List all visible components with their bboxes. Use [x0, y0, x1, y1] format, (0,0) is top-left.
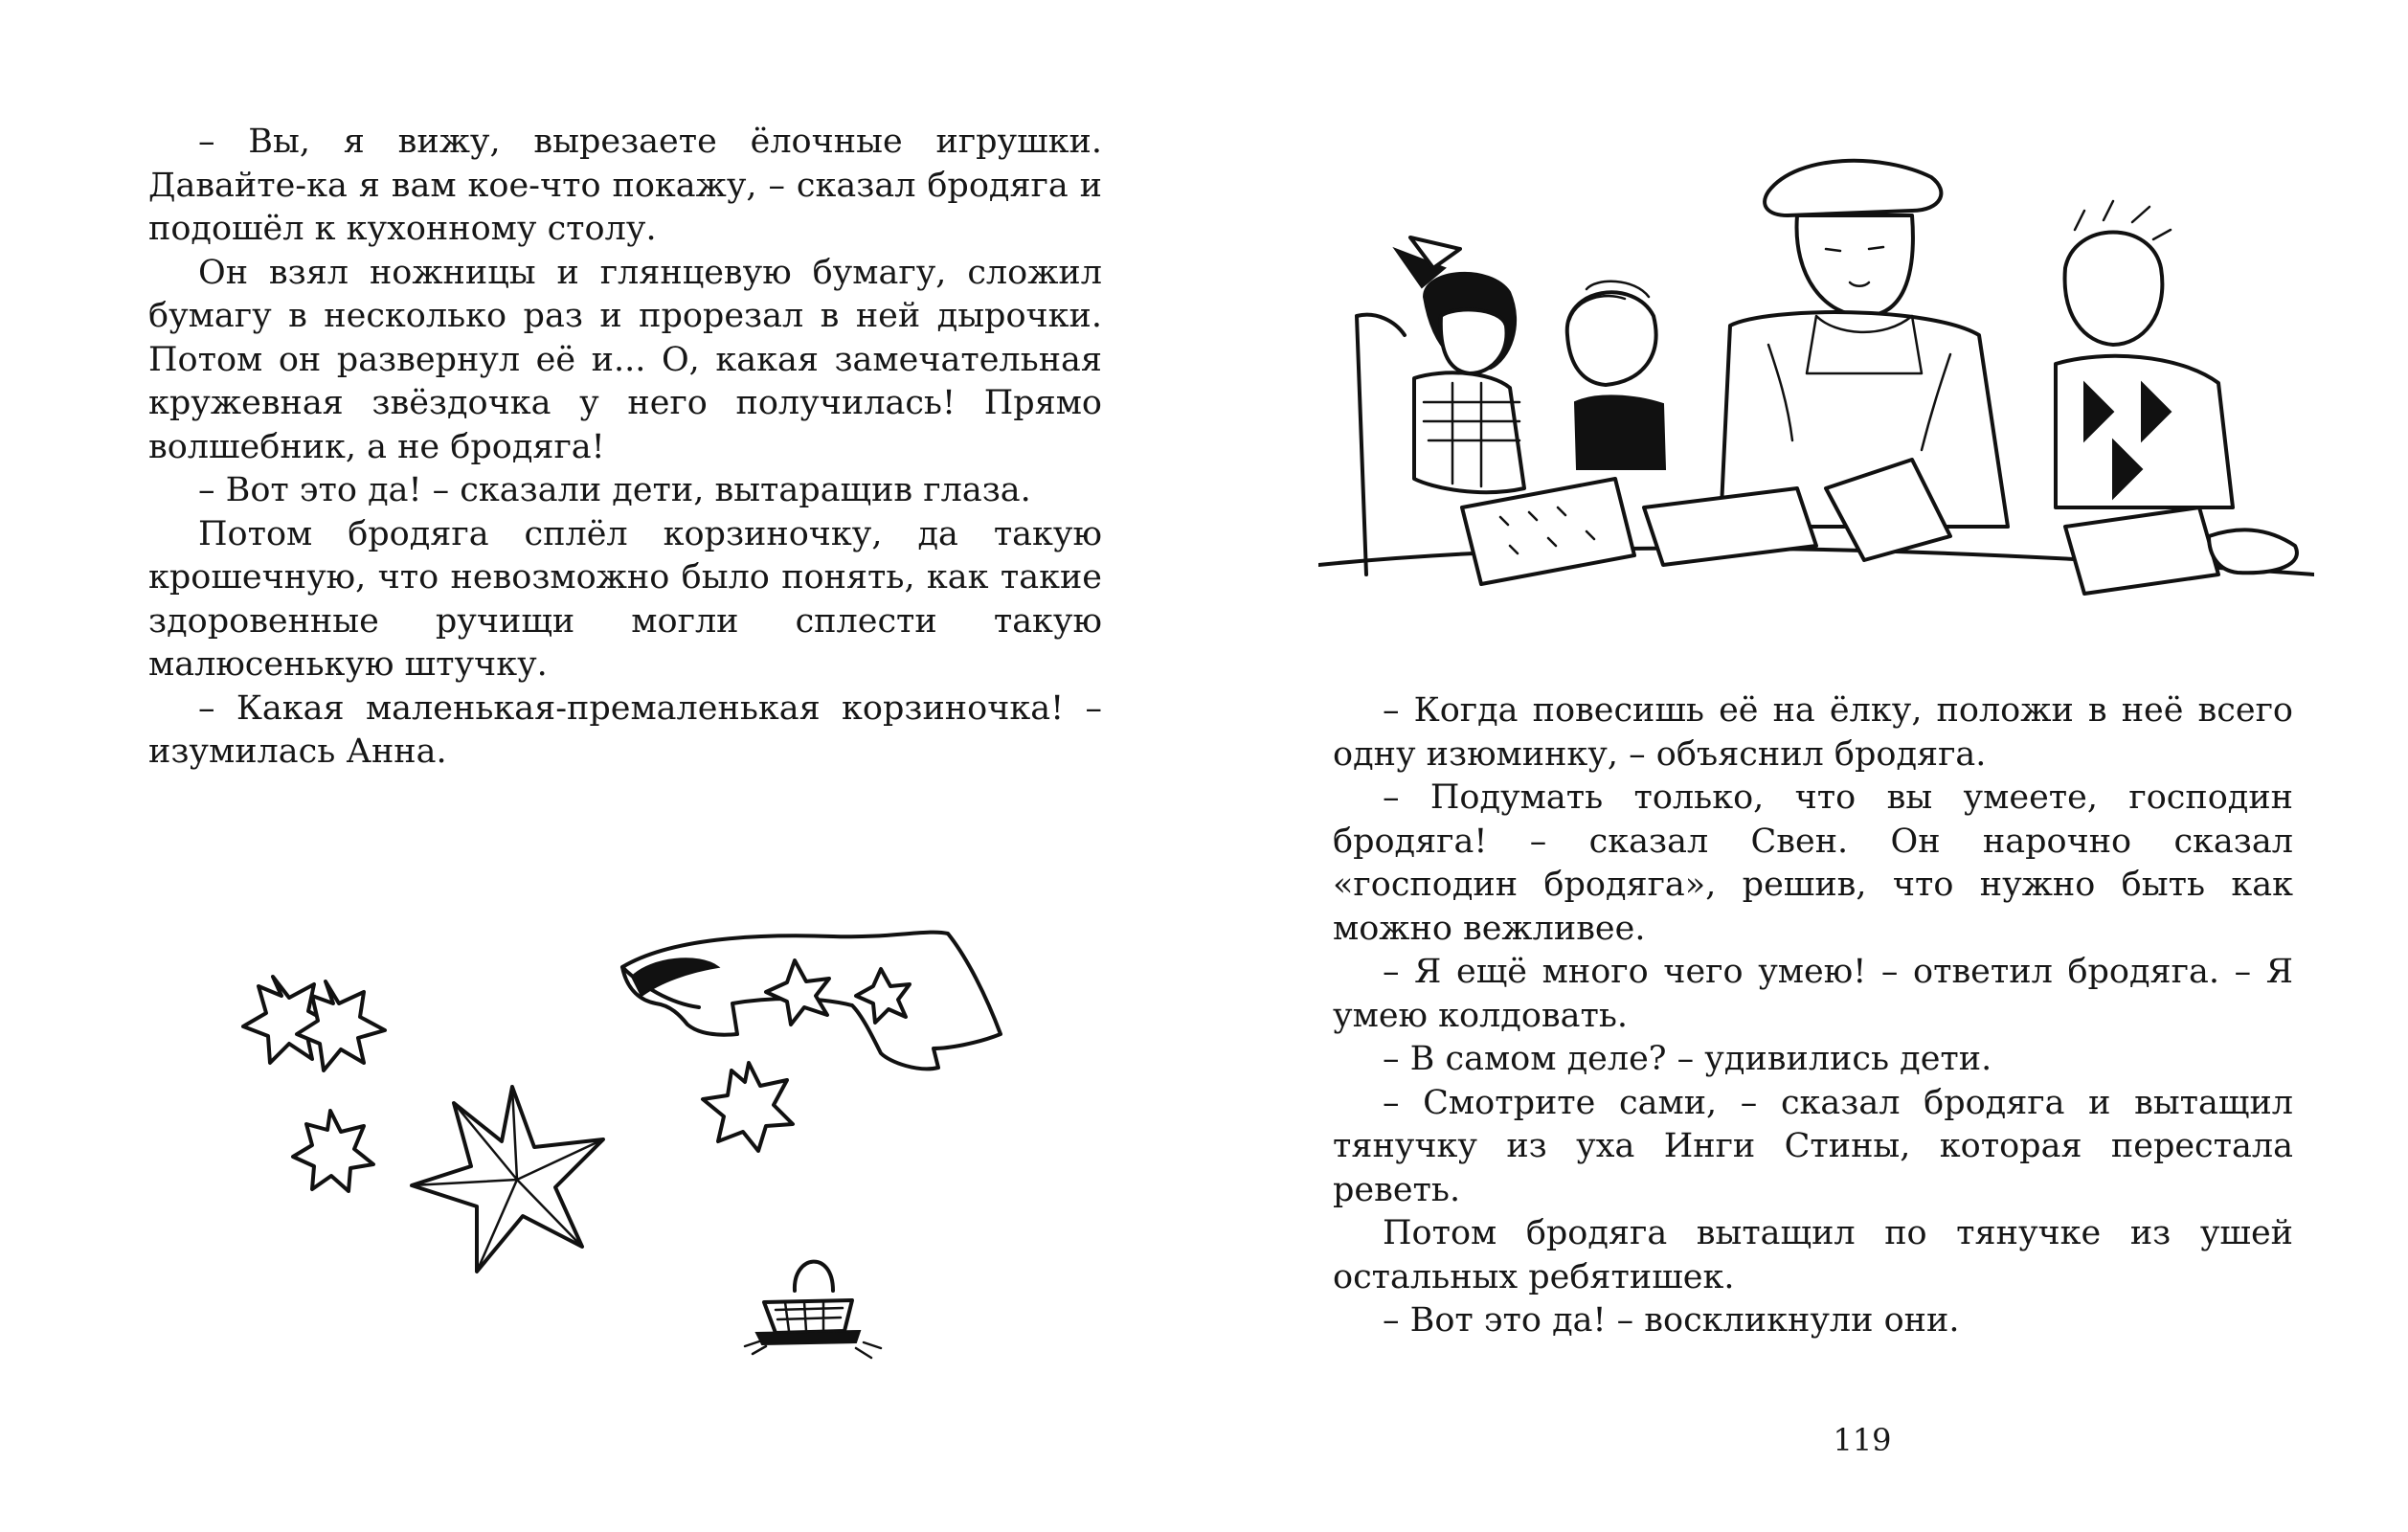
boy-figure-icon [2056, 201, 2233, 507]
tramp-cutting-paper-with-children-drawing [1318, 124, 2314, 642]
right-page-text [1333, 689, 2293, 1343]
right-page [1204, 0, 2408, 1532]
paragraph: – Вы, я вижу, вырезаете ёлочные игрушки. Давайте-ка я вам кое-что покажу, – сказал бродяга и подошёл к кухонному столу. [148, 123, 1102, 248]
paragraph: – Когда повесишь её на ёлку, положи в неё всего одну изюминку, – объяснил бродяга. [1333, 691, 2293, 774]
left-page-text [148, 121, 1102, 775]
girl-figure-icon [1395, 237, 1524, 492]
chair-icon [1357, 315, 1405, 574]
toddler-figure-icon [1567, 282, 1665, 469]
star-icon [243, 977, 385, 1070]
basket-icon [745, 1262, 881, 1358]
paragraph: – Вот это да! – сказали дети, вытаращив глаза. [198, 471, 1031, 509]
paragraph: Он взял ножницы и глянцевую бумагу, сложил бумагу в несколько раз и прорезал в ней дырочки. Потом он развернул её и... О, какая замечательная кружевная звёздочка у него получилась! Прямо волшебник, а не бродяга! [148, 253, 1102, 466]
paragraph: – Смотрите сами, – сказал бродяга и вытащил тянучку из уха Инги Стины, которая перестала реветь. [1333, 1083, 2293, 1209]
paragraph: – Подумать только, что вы умеете, господин бродяга! – сказал Свен. Он нарочно сказал «господин бродяга», решив, что нужно быть как можно вежливее. [1333, 778, 2293, 948]
paragraph: – Вот это да! – воскликнули они. [1383, 1301, 1960, 1340]
paper-strip-icon [622, 933, 1001, 1070]
paragraph: Потом бродяга вытащил по тянучке из ушей остальных ребятишек. [1333, 1214, 2293, 1296]
paper-stars-and-basket-drawing [220, 890, 1063, 1379]
star-icon [412, 1087, 603, 1272]
paragraph: – Какая маленькая-премаленькая корзиночка! – изумилась Анна. [148, 688, 1102, 771]
star-icon [703, 1063, 793, 1151]
paragraph: – Я ещё много чего умею! – ответил бродяга. – Я умею колдовать. [1333, 953, 2293, 1035]
paragraph: – В самом деле? – удивились дети. [1383, 1040, 1992, 1078]
star-icon [293, 1111, 373, 1191]
tramp-figure-icon [1721, 161, 2008, 527]
page-number: 119 [1833, 1422, 1892, 1458]
paragraph: Потом бродяга сплёл корзиночку, да такую крошечную, что невозможно было понять, как такие здоровенные ручищи могли сплести такую малюсенькую штучку. [148, 514, 1102, 684]
